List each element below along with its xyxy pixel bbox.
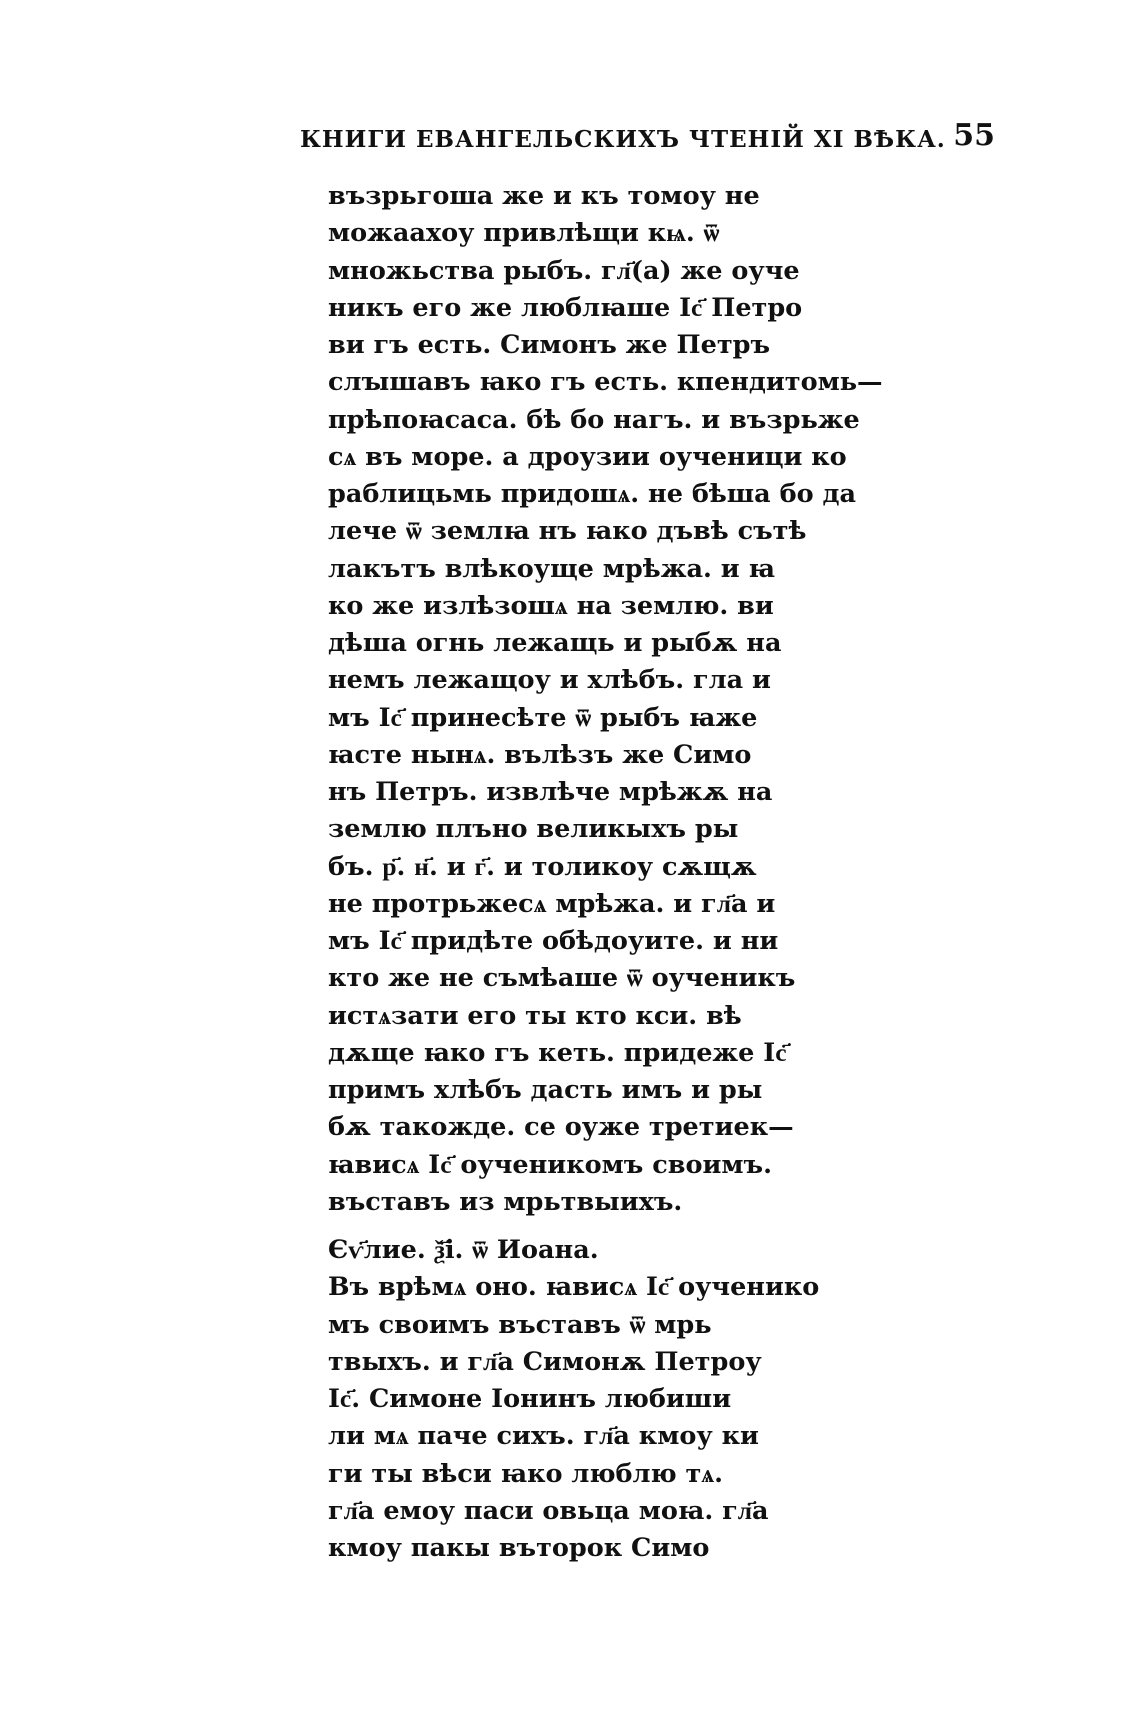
text-line: кто же не съмѣаше ѿ оученикъ [328,963,796,994]
text-line: дѫще ꙗко гъ кеть. придеже Іс҃ [328,1037,787,1068]
text-block [328,178,883,1221]
text-line: прѣпоꙗсаса. бѣ бо нагъ. и възрьже [328,404,860,435]
text-line: мъ Іс҃ придѣте обѣдоуите. и ни [328,926,779,956]
text-line: мъ своимъ въставъ ѿ мрь [328,1309,712,1340]
text-line: не протрьжесѧ мрѣжа. и гл҃а и [328,888,776,919]
text-line: никъ его же люблꙗше Іс҃ Петро [328,292,803,323]
page-number: 55 [953,118,995,153]
text-line: лече ѿ землꙗ нъ ꙗко дъвѣ сътѣ [328,516,807,547]
text-line: дѣша огнь лежащь и рыбѫ на [328,628,782,658]
text-line: бѫ такожде. се оуже третиек— [328,1112,794,1143]
text-line: множьства рыбъ. гл҃(а) же оуче [328,255,800,286]
text-line: въставъ из мрьтвыихъ. [328,1186,683,1217]
text-line: раблицьмь придошѧ. не бѣша бо да [328,479,856,509]
text-line: бъ. р҃. н҃. и г҃. и толикоу сѫщѫ [328,851,757,882]
text-line: примъ хлѣбъ дасть имъ и ры [328,1075,763,1105]
text-line: възрьгоша же и къ томоу не [328,181,760,211]
text-line: нъ Петръ. извлѣче мрѣжѫ на [328,777,773,807]
text-line: гл҃а емоу паси овьца моꙗ. гл҃а [328,1495,769,1526]
text-line: ко же излѣзошѧ на землю. ви [328,590,774,621]
text-line: Іс҃. Симоне Іонинъ любиши [328,1384,732,1414]
text-line: мъ Іс҃ принесѣте ѿ рыбъ ꙗже [328,702,758,733]
text-line: слꙑшавъ ꙗко гъ есть. кпендитомь— [328,367,883,398]
running-title: КНИГИ ЕВАНГЕЛЬСКИХЪ ЧТЕНІЙ XI ВѢКА. [300,126,946,153]
text-block-2 [328,1232,848,1567]
text-line: твыхъ. и гл҃а Симонѫ Петроу [328,1346,762,1377]
text-line: Єѵ҃лие. ѯ҃і. ѿ Иоана. [328,1235,599,1265]
text-line: лакътъ влѣкоуще мрѣжа. и ꙗ [328,553,775,584]
text-line: ꙗсте нынѧ. вълѣзъ же Симо [328,739,752,770]
text-line: ги ты вѣси ꙗко люблю тѧ. [328,1458,723,1489]
page-header [300,118,995,158]
text-line: ꙗвисѧ Іс҃ оученикомъ своимъ. [328,1149,772,1180]
text-line: немъ лежащоу и хлѣбъ. гла и [328,665,771,696]
text-line: сѧ въ море. а дроузии оученици ко [328,441,847,472]
text-line: ли мѧ паче сихъ. гл҃а кмоу ки [328,1421,759,1452]
text-line: можаахоу привлѣщи кѩ. ѿ [328,218,720,249]
text-line: кмоу пакы въторок Симо [328,1533,710,1563]
text-line: истѧзати его ты кто кси. вѣ [328,1000,742,1031]
text-line: ви гъ есть. Симонъ же Петръ [328,330,771,360]
text-line: землю плъно великыхъ ры [328,814,739,845]
text-line: Въ врѣмѧ оно. ꙗвисѧ Іс҃ оученико [328,1272,820,1303]
